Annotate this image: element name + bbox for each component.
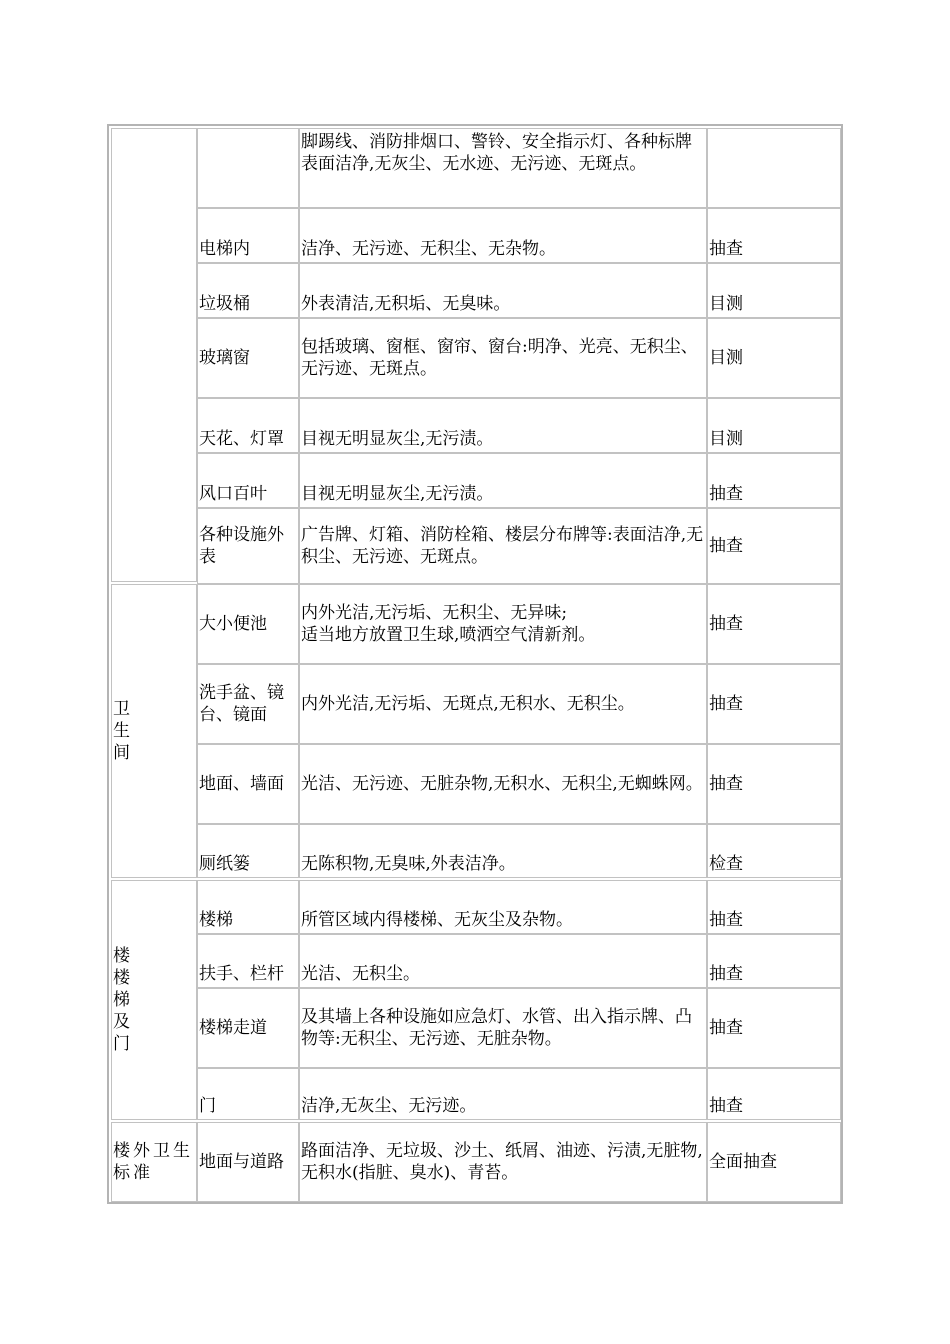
area-cell-restroom xyxy=(111,584,197,878)
method-text: 抽查 xyxy=(709,484,743,504)
method-cell xyxy=(707,584,841,664)
standard-cell xyxy=(299,988,707,1068)
standard-cell xyxy=(299,1122,707,1202)
item-label: 地面与道路 xyxy=(199,1152,284,1172)
method-cell xyxy=(707,398,841,453)
method-text: 抽查 xyxy=(709,1018,743,1038)
item-cell xyxy=(197,208,299,263)
standard-cell xyxy=(299,584,707,664)
item-label: 洗手盆、镜台、镜面 xyxy=(199,683,284,725)
method-cell xyxy=(707,263,841,318)
standard-cell xyxy=(299,208,707,263)
standard-cell xyxy=(299,664,707,744)
standard-cell xyxy=(299,880,707,934)
item-cell xyxy=(197,664,299,744)
item-label: 扶手、栏杆 xyxy=(199,964,284,984)
item-cell xyxy=(197,508,299,584)
item-cell xyxy=(197,263,299,318)
standard-text: 洁净、无污迹、无积尘、无杂物。 xyxy=(301,239,556,259)
standard-text: 目视无明显灰尘,无污渍。 xyxy=(301,429,494,449)
item-cell xyxy=(197,128,299,208)
item-cell xyxy=(197,744,299,824)
standard-text: 所管区域内得楼梯、无灰尘及杂物。 xyxy=(301,910,573,930)
standard-cell xyxy=(299,744,707,824)
item-label: 风口百叶 xyxy=(199,484,267,504)
method-text: 抽查 xyxy=(709,614,743,634)
standard-text: 内外光洁,无污垢、无斑点,无积水、无积尘。 xyxy=(301,694,635,714)
standard-cell xyxy=(299,508,707,584)
method-cell xyxy=(707,1068,841,1120)
standard-cell xyxy=(299,398,707,453)
method-cell xyxy=(707,1122,841,1202)
item-label: 垃圾桶 xyxy=(199,294,250,314)
standard-cell xyxy=(299,318,707,398)
standards-table xyxy=(107,124,843,1204)
item-label: 玻璃窗 xyxy=(199,348,250,368)
method-text: 抽查 xyxy=(709,910,743,930)
standard-text: 及其墙上各种设施如应急灯、水管、出入指示牌、凸物等:无积尘、无污迹、无脏杂物。 xyxy=(301,1007,692,1049)
method-text: 目测 xyxy=(709,348,743,368)
method-cell xyxy=(707,453,841,508)
item-cell xyxy=(197,824,299,878)
standard-cell xyxy=(299,1068,707,1120)
standard-text: 内外光洁,无污垢、无积尘、无异味; 适当地方放置卫生球,喷洒空气清新剂。 xyxy=(301,603,596,645)
method-text: 抽查 xyxy=(709,774,743,794)
item-cell xyxy=(197,584,299,664)
standard-text: 路面洁净、无垃圾、沙土、纸屑、油迹、污渍,无脏物,无积水(指脏、臭水)、青苔。 xyxy=(301,1141,703,1183)
standard-text: 光洁、无积尘。 xyxy=(301,964,420,984)
method-text: 抽查 xyxy=(709,536,743,556)
area-cell-public xyxy=(111,128,197,582)
standard-text: 脚踢线、消防排烟口、警铃、安全指示灯、各种标牌表面洁净,无灰尘、无水迹、无污迹、无斑点。 xyxy=(301,132,692,174)
item-cell xyxy=(197,398,299,453)
method-text: 目测 xyxy=(709,429,743,449)
item-label: 地面、墙面 xyxy=(199,774,284,794)
standard-cell xyxy=(299,128,707,208)
method-cell xyxy=(707,988,841,1068)
area-cell-outdoor xyxy=(111,1122,197,1202)
standard-cell xyxy=(299,934,707,988)
method-cell xyxy=(707,664,841,744)
method-cell xyxy=(707,208,841,263)
area-label: 楼 楼 梯 及 门 xyxy=(113,946,130,1054)
item-cell xyxy=(197,1068,299,1120)
standard-text: 外表清洁,无积垢、无臭味。 xyxy=(301,294,511,314)
method-text: 目测 xyxy=(709,294,743,314)
method-text: 检查 xyxy=(709,854,743,874)
standard-text: 包括玻璃、窗框、窗帘、窗台:明净、光亮、无积尘、无污迹、无斑点。 xyxy=(301,337,698,379)
area-label: 楼外卫生标准 xyxy=(113,1141,193,1183)
item-label: 天花、灯罩 xyxy=(199,429,284,449)
standard-cell xyxy=(299,824,707,878)
method-cell xyxy=(707,934,841,988)
method-cell xyxy=(707,880,841,934)
standard-text: 目视无明显灰尘,无污渍。 xyxy=(301,484,494,504)
area-cell-stairs xyxy=(111,880,197,1120)
item-label: 门 xyxy=(199,1096,216,1116)
standard-cell xyxy=(299,453,707,508)
item-cell xyxy=(197,988,299,1068)
method-cell xyxy=(707,744,841,824)
item-label: 楼梯 xyxy=(199,910,233,930)
item-label: 厕纸篓 xyxy=(199,854,250,874)
standard-cell xyxy=(299,263,707,318)
standard-text: 洁净,无灰尘、无污迹。 xyxy=(301,1096,477,1116)
item-cell xyxy=(197,934,299,988)
method-text: 抽查 xyxy=(709,694,743,714)
method-text: 全面抽查 xyxy=(709,1152,777,1172)
item-label: 大小便池 xyxy=(199,614,267,634)
method-cell xyxy=(707,128,841,208)
item-label: 各种设施外表 xyxy=(199,525,284,567)
area-label: 卫 生 间 xyxy=(113,699,130,763)
method-text: 抽查 xyxy=(709,1096,743,1116)
method-cell xyxy=(707,318,841,398)
method-cell xyxy=(707,508,841,584)
item-cell xyxy=(197,880,299,934)
item-label: 楼梯走道 xyxy=(199,1018,267,1038)
item-cell xyxy=(197,453,299,508)
method-text: 抽查 xyxy=(709,239,743,259)
standard-text: 广告牌、灯箱、消防栓箱、楼层分布牌等:表面洁净,无积尘、无污迹、无斑点。 xyxy=(301,525,704,567)
item-cell xyxy=(197,318,299,398)
standard-text: 无陈积物,无臭味,外表洁净。 xyxy=(301,854,516,874)
method-text: 抽查 xyxy=(709,964,743,984)
standard-text: 光洁、无污迹、无脏杂物,无积水、无积尘,无蜘蛛网。 xyxy=(301,774,703,794)
method-cell xyxy=(707,824,841,878)
item-label: 电梯内 xyxy=(199,239,250,259)
item-cell xyxy=(197,1122,299,1202)
